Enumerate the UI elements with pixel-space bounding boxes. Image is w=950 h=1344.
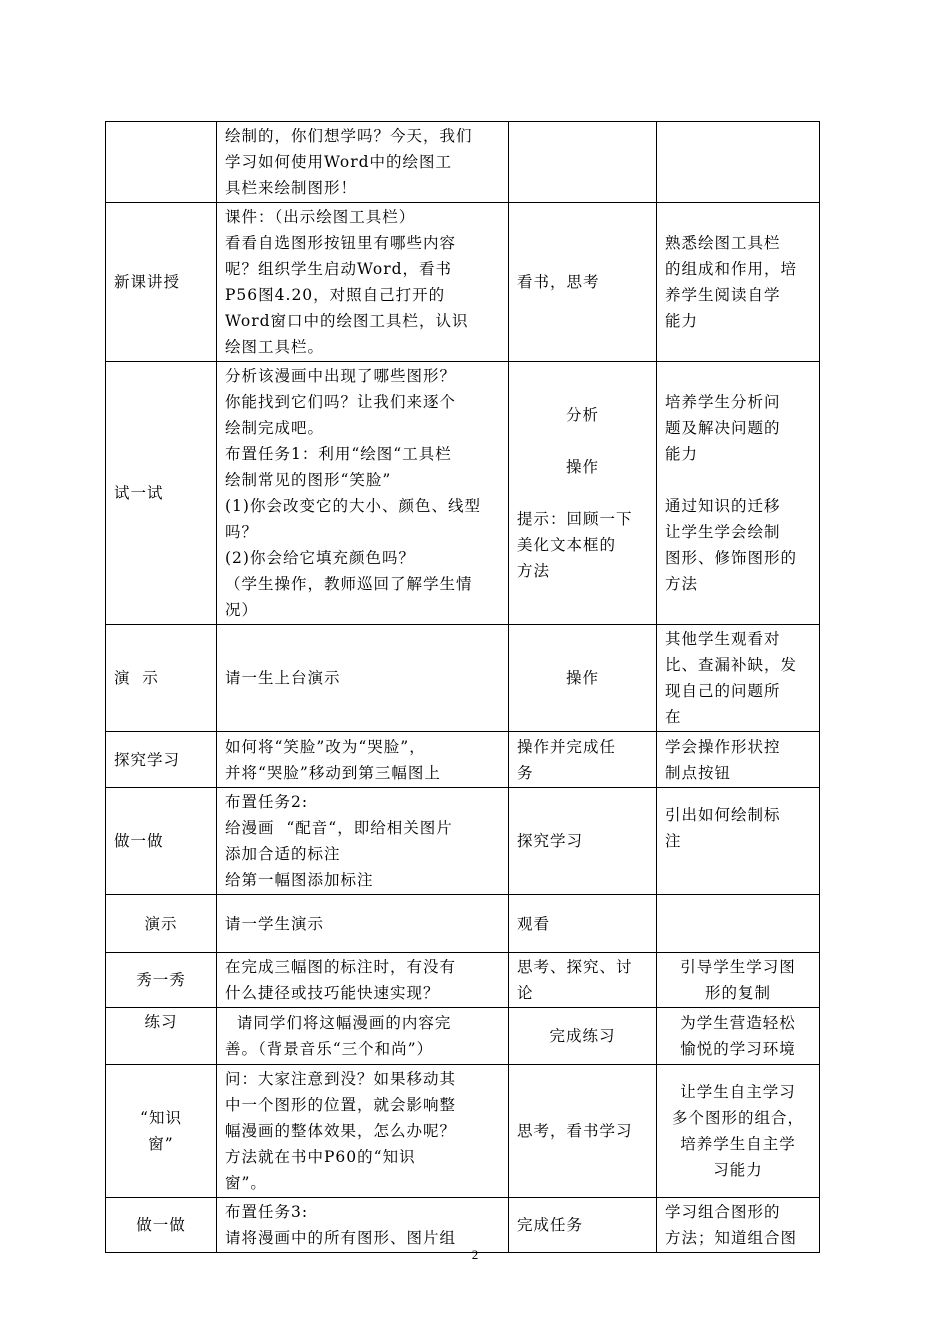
student-activity-cell: 观看 — [509, 895, 657, 953]
table-row — [106, 362, 820, 625]
purpose-cell: 让学生自主学习 多个图形的组合， 培养学生自主学 习能力 — [657, 1065, 820, 1198]
teacher-activity-cell: 请一学生演示 — [217, 895, 509, 953]
table-row — [106, 895, 820, 953]
teacher-activity-cell: 问：大家注意到没？如果移动其 中一个图形的位置，就会影响整 幅漫画的整体效果，怎么办呢？ 方法就在书中P60的“知识 窗”。 — [217, 1065, 509, 1198]
stage-cell: 秀一秀 — [106, 953, 217, 1008]
table-row — [106, 1008, 820, 1065]
lesson-plan-table — [105, 121, 820, 1253]
student-activity-cell: 看书，思考 — [509, 203, 657, 362]
student-activity-cell: 操作并完成任 务 — [509, 732, 657, 788]
teacher-activity-cell: 课件：（出示绘图工具栏） 看看自选图形按钮里有哪些内容 呢？组织学生启动Word，看书 P56图4.20，对照自己打开的 Word窗口中的绘图工具栏，认识 绘图工具栏。 — [217, 203, 509, 362]
teacher-activity-cell: 分析该漫画中出现了哪些图形？ 你能找到它们吗？让我们来逐个 绘制完成吧。 布置任务1：利用“绘图“工具栏 绘制常见的图形“笑脸” (1)你会改变它的大小、颜色、线型 吗？ (2)你会给它填充颜色吗？ （学生操作，教师巡回了解学生情 况） — [217, 362, 509, 625]
stage-cell — [106, 122, 217, 203]
purpose-cell: 培养学生分析问 题及解决问题的 能力 通过知识的迁移 让学生学会绘制 图形、修饰图形的 方法 — [657, 362, 820, 625]
teacher-activity-cell: 请同学们将这幅漫画的内容完 善。（背景音乐“三个和尚”） — [217, 1008, 509, 1065]
table-row — [106, 625, 820, 732]
stage-cell: 试一试 — [106, 362, 217, 625]
purpose-cell — [657, 895, 820, 953]
stage-cell: 做一做 — [106, 1198, 217, 1253]
student-activity-cell: 分析 操作 提示：回顾一下 美化文本框的 方法 — [509, 362, 657, 625]
table-row — [106, 1198, 820, 1253]
teacher-activity-cell: 布置任务2: 给漫画 “配音“，即给相关图片 添加合适的标注 给第一幅图添加标注 — [217, 788, 509, 895]
purpose-cell: 学会操作形状控 制点按钮 — [657, 732, 820, 788]
teacher-activity-cell: 如何将“笑脸”改为“哭脸”， 并将“哭脸”移动到第三幅图上 — [217, 732, 509, 788]
stage-cell: “知识 窗” — [106, 1065, 217, 1198]
teacher-activity-cell: 在完成三幅图的标注时，有没有 什么捷径或技巧能快速实现？ — [217, 953, 509, 1008]
purpose-cell: 引导学生学习图 形的复制 — [657, 953, 820, 1008]
stage-cell: 做一做 — [106, 788, 217, 895]
page-number: 2 — [471, 1247, 479, 1262]
student-activity-cell: 探究学习 — [509, 788, 657, 895]
purpose-cell: 学习组合图形的 方法；知道组合图 — [657, 1198, 820, 1253]
student-activity-cell: 完成练习 — [509, 1008, 657, 1065]
table-row — [106, 203, 820, 362]
table-row — [106, 122, 820, 203]
stage-cell: 演 示 — [106, 625, 217, 732]
purpose-cell — [657, 122, 820, 203]
table-row — [106, 732, 820, 788]
teacher-activity-cell: 布置任务3: 请将漫画中的所有图形、图片组 — [217, 1198, 509, 1253]
student-activity-cell: 思考、探究、讨 论 — [509, 953, 657, 1008]
student-activity-cell: 思考，看书学习 — [509, 1065, 657, 1198]
teacher-activity-cell: 请一生上台演示 — [217, 625, 509, 732]
table-row — [106, 1065, 820, 1198]
stage-cell: 新课讲授 — [106, 203, 217, 362]
table-row — [106, 953, 820, 1008]
purpose-cell: 为学生营造轻松 愉悦的学习环境 — [657, 1008, 820, 1065]
teacher-activity-cell: 绘制的，你们想学吗？今天，我们 学习如何使用Word中的绘图工 具栏来绘制图形！ — [217, 122, 509, 203]
student-activity-cell — [509, 122, 657, 203]
stage-cell: 探究学习 — [106, 732, 217, 788]
stage-cell: 练习 — [106, 1008, 217, 1065]
purpose-cell: 引出如何绘制标 注 — [657, 788, 820, 895]
purpose-cell: 熟悉绘图工具栏 的组成和作用，培 养学生阅读自学 能力 — [657, 203, 820, 362]
table-row — [106, 788, 820, 895]
stage-cell: 演示 — [106, 895, 217, 953]
purpose-cell: 其他学生观看对 比、查漏补缺，发 现自己的问题所 在 — [657, 625, 820, 732]
student-activity-cell: 操作 — [509, 625, 657, 732]
student-activity-cell: 完成任务 — [509, 1198, 657, 1253]
